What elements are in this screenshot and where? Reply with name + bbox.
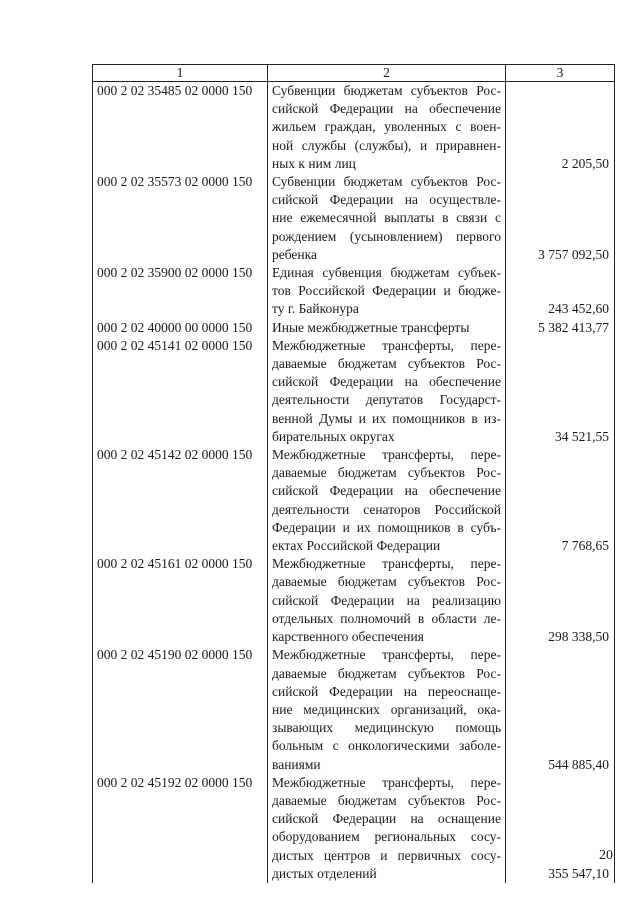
page-number: 20 (599, 848, 613, 863)
description-line: Межбюджетные трансферты, пере- (272, 647, 501, 663)
description-line: сийской Федерации на обеспечение (272, 101, 501, 117)
revenue-description (267, 446, 505, 555)
description-line: Межбюджетные трансферты, пере- (272, 774, 501, 790)
description-line: жильем граждан, уволенных с воен- (272, 119, 501, 135)
description-line: карственного обеспечения (272, 629, 424, 645)
budget-code: 000 2 02 35900 02 0000 150 (97, 265, 253, 281)
table-row (93, 319, 614, 337)
budget-code: 000 2 02 45141 02 0000 150 (97, 337, 253, 353)
description-line: ние медицинских организаций, ока- (272, 701, 501, 717)
description-line: даваемые бюджетам субъектов Рос- (272, 665, 501, 681)
table-row (93, 446, 614, 555)
revenue-description (267, 555, 505, 646)
header-col-3: 3 (505, 65, 614, 81)
description-line: ектах Российской Федерации (272, 538, 441, 554)
header-col-2: 2 (267, 65, 505, 81)
description-line: ту г. Байконура (272, 301, 359, 317)
description-line: сийской Федерации на осуществле- (272, 192, 501, 208)
description-line: Федерации и их помощников в субъ- (272, 519, 501, 535)
revenue-description (267, 319, 505, 337)
description-line: дистых отделений (272, 865, 377, 881)
description-line: сийской Федерации на оснащение (272, 811, 501, 827)
revenue-description (267, 337, 505, 446)
table-row (93, 337, 614, 446)
budget-code: 000 2 02 45142 02 0000 150 (97, 447, 253, 463)
description-line: Иные межбюджетные трансферты (272, 319, 470, 335)
description-line: дистых центров и первичных сосу- (272, 847, 501, 863)
table-row (93, 264, 614, 319)
description-line: тов Российской Федерации и бюдже- (272, 283, 501, 299)
amount: 243 452,60 (505, 264, 614, 319)
budget-code: 000 2 02 35573 02 0000 150 (97, 174, 253, 190)
budget-code: 000 2 02 45161 02 0000 150 (97, 556, 253, 572)
description-line: зывающих медицинскую помощь (272, 720, 501, 736)
description-line: деятельности депутатов Государст- (272, 392, 501, 408)
description-line: рождением (усыновлением) первого (272, 228, 501, 244)
table-row (93, 774, 614, 883)
description-line: больным с онкологическими заболе- (272, 738, 501, 754)
description-line: ребенка (272, 246, 317, 262)
description-line: оборудованием региональных сосу- (272, 829, 501, 845)
description-line: Межбюджетные трансферты, пере- (272, 556, 501, 572)
budget-table (92, 64, 615, 883)
description-line: сийской Федерации на переоснаще- (272, 683, 501, 699)
table-row (93, 82, 614, 173)
description-line: даваемые бюджетам субъектов Рос- (272, 465, 501, 481)
description-line: Межбюджетные трансферты, пере- (272, 447, 501, 463)
description-line: бирательных округах (272, 428, 395, 444)
description-line: сийской Федерации на реализацию (272, 592, 501, 608)
table-row (93, 646, 614, 773)
amount: 355 547,10 (505, 774, 614, 883)
description-line: Субвенции бюджетам субъектов Рос- (272, 174, 501, 190)
description-line: даваемые бюджетам субъектов Рос- (272, 574, 501, 590)
revenue-description (267, 173, 505, 264)
description-line: ной службы (службы), и приравнен- (272, 137, 501, 153)
description-line: ваниями (272, 756, 321, 772)
budget-code: 000 2 02 35485 02 0000 150 (97, 83, 253, 98)
header-col-1: 1 (176, 65, 184, 80)
description-line: деятельности сенаторов Российской (272, 501, 501, 517)
revenue-description (267, 774, 505, 883)
description-line: ние ежемесячной выплаты в связи с (272, 210, 501, 226)
description-line: Субвенции бюджетам субъектов Рос- (272, 83, 501, 98)
table-body (93, 82, 614, 883)
amount: 34 521,55 (505, 337, 614, 446)
description-line: сийской Федерации на обеспечение (272, 483, 501, 499)
description-line: венной Думы и их помощников в из- (272, 410, 501, 426)
budget-code: 000 2 02 40000 00 0000 150 (97, 319, 253, 335)
revenue-description (267, 646, 505, 773)
description-line: Единая субвенция бюджетам субъек- (272, 265, 501, 281)
description-line: Межбюджетные трансферты, пере- (272, 337, 501, 353)
amount: 7 768,65 (505, 446, 614, 555)
amount: 3 757 092,50 (505, 173, 614, 264)
table-header (93, 64, 614, 82)
amount: 5 382 413,77 (505, 319, 614, 337)
amount: 544 885,40 (505, 646, 614, 773)
description-line: ных к ним лиц (272, 155, 356, 171)
amount: 298 338,50 (505, 555, 614, 646)
revenue-description (267, 82, 505, 173)
description-line: даваемые бюджетам субъектов Рос- (272, 356, 501, 372)
budget-code: 000 2 02 45190 02 0000 150 (97, 647, 253, 663)
description-line: отдельных полномочий в области ле- (272, 610, 501, 626)
table-row (93, 173, 614, 264)
budget-code: 000 2 02 45192 02 0000 150 (97, 774, 253, 790)
description-line: сийской Федерации на обеспечение (272, 374, 501, 390)
amount: 2 205,50 (505, 82, 614, 173)
description-line: даваемые бюджетам субъектов Рос- (272, 792, 501, 808)
table-row (93, 555, 614, 646)
revenue-description (267, 264, 505, 319)
